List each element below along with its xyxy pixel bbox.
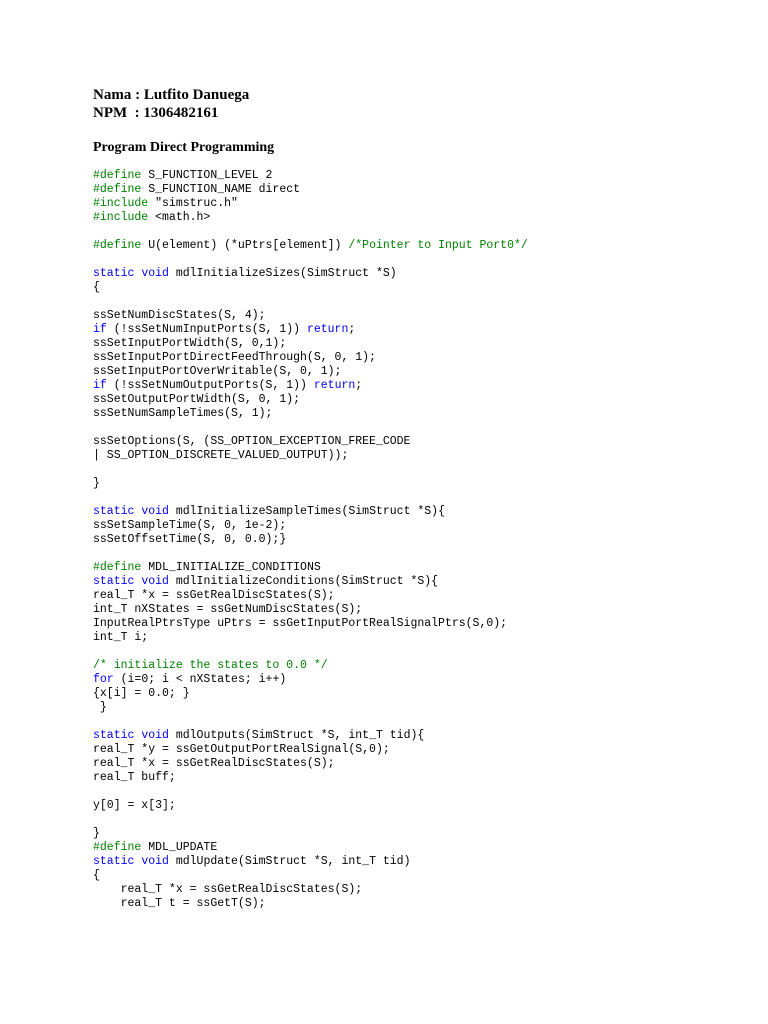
- code-text: real_T t = ssGetT(S);: [93, 897, 266, 910]
- code-line: [93, 841, 753, 855]
- code-directive: #define: [93, 561, 142, 574]
- code-line: [93, 491, 753, 505]
- code-line: [93, 631, 753, 645]
- code-keyword: if: [93, 379, 107, 392]
- code-keyword: void: [141, 267, 169, 280]
- code-text: <math.h>: [148, 211, 211, 224]
- code-text: mdlInitializeSampleTimes(SimStruct *S){: [168, 505, 445, 518]
- code-text: real_T buff;: [93, 771, 176, 784]
- code-text: ssSetInputPortWidth(S, 0,1);: [93, 337, 287, 350]
- code-line: [93, 729, 753, 743]
- code-keyword: static: [93, 575, 135, 588]
- code-block: [93, 169, 753, 911]
- code-text: U(element) (*uPtrs[element]): [141, 239, 349, 252]
- code-keyword: static: [93, 505, 135, 518]
- code-line: [93, 309, 753, 323]
- code-line: [93, 897, 753, 911]
- code-line: [93, 855, 753, 869]
- code-line: [93, 225, 753, 239]
- code-line: [93, 813, 753, 827]
- code-keyword: return: [306, 323, 349, 336]
- code-text: real_T *x = ssGetRealDiscStates(S);: [93, 589, 335, 602]
- code-keyword: void: [141, 729, 169, 742]
- code-line: [93, 253, 753, 267]
- code-text: ssSetOptions(S, (SS_OPTION_EXCEPTION_FREE_CODE: [93, 435, 411, 448]
- code-directive: #define: [93, 183, 142, 196]
- code-keyword: return: [313, 379, 356, 392]
- code-keyword: if: [93, 323, 107, 336]
- code-text: MDL_INITIALIZE_CONDITIONS: [141, 561, 321, 574]
- code-directive: #define: [93, 169, 142, 182]
- code-text: ssSetSampleTime(S, 0, 1e-2);: [93, 519, 287, 532]
- code-text: S_FUNCTION_LEVEL 2: [141, 169, 273, 182]
- code-line: [93, 645, 753, 659]
- code-line: [93, 715, 753, 729]
- code-text: real_T *y = ssGetOutputPortRealSignal(S,0);: [93, 743, 390, 756]
- code-line: [93, 281, 753, 295]
- code-line: [93, 743, 753, 757]
- code-directive: #define: [93, 239, 142, 252]
- code-line: [93, 379, 753, 393]
- code-line: [93, 617, 753, 631]
- code-line: [93, 505, 753, 519]
- code-text: mdlInitializeConditions(SimStruct *S){: [168, 575, 439, 588]
- code-text: {: [93, 281, 100, 294]
- code-line: [93, 267, 753, 281]
- code-text: ;: [355, 379, 363, 392]
- code-text: ssSetInputPortOverWritable(S, 0, 1);: [93, 365, 342, 378]
- student-npm: NPM : 1306482161: [93, 105, 219, 121]
- code-text: y[0] = x[3];: [93, 799, 176, 812]
- code-line: [93, 673, 753, 687]
- code-text: MDL_UPDATE: [141, 841, 218, 854]
- code-text: ;: [348, 323, 356, 336]
- code-line: [93, 659, 753, 673]
- code-line: [93, 827, 753, 841]
- code-line: [93, 239, 753, 253]
- code-text: ssSetInputPortDirectFeedThrough(S, 0, 1);: [93, 351, 376, 364]
- code-text: (!ssSetNumOutputPorts(S, 1)): [106, 379, 314, 392]
- code-directive: /* initialize the states to 0.0 */: [93, 659, 328, 672]
- code-line: [93, 589, 753, 603]
- code-text: real_T *x = ssGetRealDiscStates(S);: [93, 757, 335, 770]
- code-text: ssSetNumDiscStates(S, 4);: [93, 309, 266, 322]
- code-text: }: [93, 827, 100, 840]
- code-line: [93, 295, 753, 309]
- code-line: [93, 547, 753, 561]
- code-line: [93, 351, 753, 365]
- code-line: [93, 463, 753, 477]
- code-keyword: static: [93, 855, 135, 868]
- code-line: [93, 407, 753, 421]
- code-keyword: void: [141, 855, 169, 868]
- code-line: [93, 337, 753, 351]
- code-text: InputRealPtrsType uPtrs = ssGetInputPortRealSignalPtrs(S,0);: [93, 617, 508, 630]
- code-line: [93, 575, 753, 589]
- code-text: S_FUNCTION_NAME direct: [141, 183, 301, 196]
- code-line: [93, 603, 753, 617]
- code-directive: #include: [93, 197, 149, 210]
- code-text: ssSetOffsetTime(S, 0, 0.0);}: [93, 533, 287, 546]
- code-line: [93, 393, 753, 407]
- code-text: "simstruc.h": [148, 197, 238, 210]
- code-text: ssSetOutputPortWidth(S, 0, 1);: [93, 393, 301, 406]
- code-keyword: static: [93, 729, 135, 742]
- document-page: [93, 86, 753, 911]
- code-line: [93, 883, 753, 897]
- code-line: [93, 561, 753, 575]
- code-line: [93, 449, 753, 463]
- code-keyword: void: [141, 575, 169, 588]
- student-name: Nama : Lutfito Danuega: [93, 87, 250, 103]
- code-text: | SS_OPTION_DISCRETE_VALUED_OUTPUT));: [93, 449, 349, 462]
- code-keyword: for: [93, 673, 114, 686]
- code-text: ssSetNumSampleTimes(S, 1);: [93, 407, 273, 420]
- code-line: [93, 533, 753, 547]
- document-title: Program Direct Programming: [93, 140, 275, 155]
- code-line: [93, 785, 753, 799]
- code-line: [93, 757, 753, 771]
- code-line: [93, 687, 753, 701]
- code-line: [93, 701, 753, 715]
- code-text: mdlUpdate(SimStruct *S, int_T tid): [168, 855, 411, 868]
- code-text: }: [93, 701, 107, 714]
- code-line: [93, 771, 753, 785]
- code-line: [93, 169, 753, 183]
- code-line: [93, 323, 753, 337]
- code-text: (i=0; i < nXStates; i++): [113, 673, 287, 686]
- code-text: mdlOutputs(SimStruct *S, int_T tid){: [168, 729, 425, 742]
- code-line: [93, 519, 753, 533]
- code-line: [93, 421, 753, 435]
- code-line: [93, 435, 753, 449]
- code-text: mdlInitializeSizes(SimStruct *S): [168, 267, 397, 280]
- code-directive: /*Pointer to Input Port0*/: [348, 239, 528, 252]
- code-line: [93, 211, 753, 225]
- code-line: [93, 183, 753, 197]
- code-directive: #include: [93, 211, 149, 224]
- code-text: (!ssSetNumInputPorts(S, 1)): [106, 323, 307, 336]
- code-text: int_T i;: [93, 631, 149, 644]
- code-text: {: [93, 869, 100, 882]
- code-text: }: [93, 477, 100, 490]
- code-text: int_T nXStates = ssGetNumDiscStates(S);: [93, 603, 363, 616]
- code-line: [93, 799, 753, 813]
- code-line: [93, 365, 753, 379]
- code-keyword: static: [93, 267, 135, 280]
- code-line: [93, 869, 753, 883]
- code-text: {x[i] = 0.0; }: [93, 687, 190, 700]
- code-line: [93, 197, 753, 211]
- code-text: real_T *x = ssGetRealDiscStates(S);: [93, 883, 363, 896]
- code-keyword: void: [141, 505, 169, 518]
- code-directive: #define: [93, 841, 142, 854]
- code-line: [93, 477, 753, 491]
